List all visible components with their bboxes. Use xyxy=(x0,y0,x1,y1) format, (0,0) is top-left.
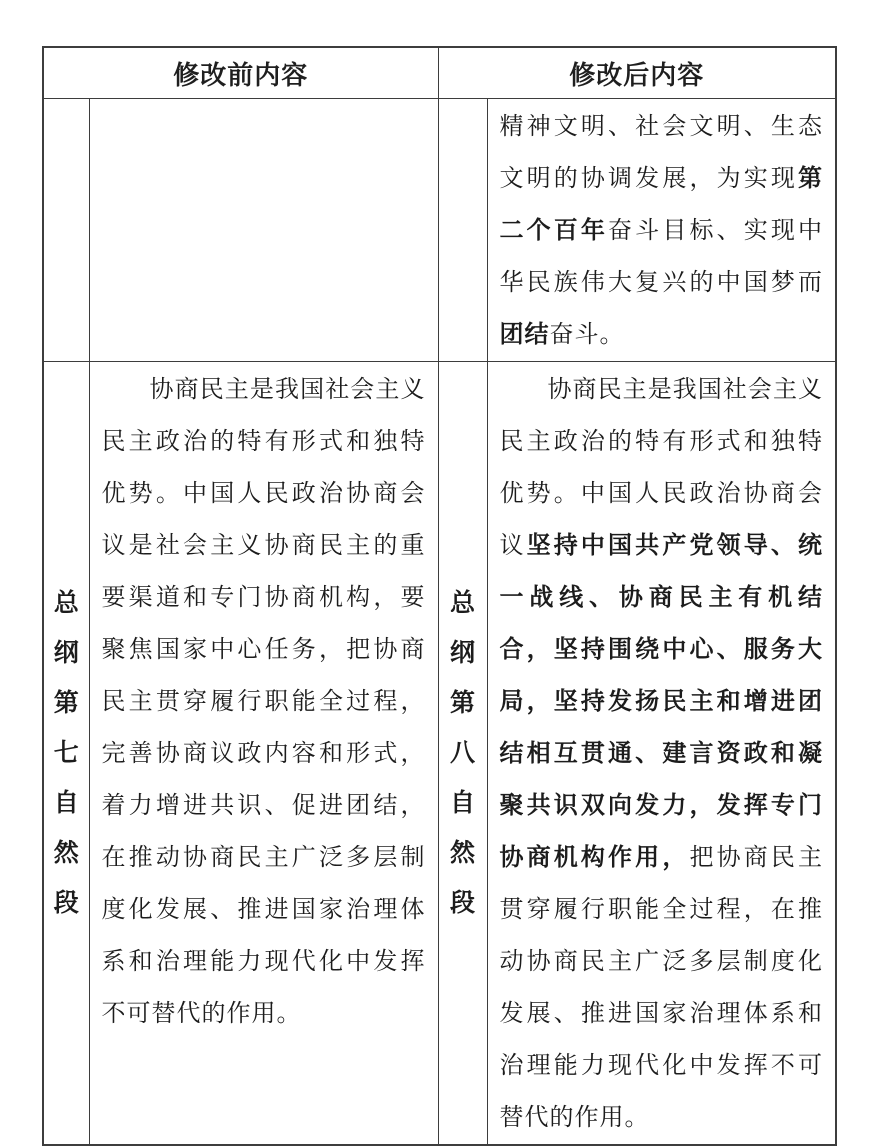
before-label-cell xyxy=(43,99,89,362)
before-section-label: 总 纲 第 七 自 然 段 xyxy=(53,589,79,917)
after-label-cell xyxy=(438,99,487,362)
before-label-cell xyxy=(43,362,89,1146)
after-paragraph: 精神文明、社会文明、生态文明的协调发展，为实现第二个百年奋斗目标、实现中华民族伟大复兴的中国梦而团结奋斗。 xyxy=(499,114,824,348)
before-section-label xyxy=(44,99,89,361)
before-paragraph: 协商民主是我国社会主义民主政治的特有形式和独特优势。中国人民政治协商会议是社会主义协商民主的重要渠道和专门协商机构，要聚焦国家中心任务，把协商民主贯穿履行职能全过程，完善协商议政内容和形式，着力增进共识、促进团结，在推动协商民主广泛多层制度化发展、推进国家治理体系和治理能力现代化中发挥不可替代的作用。 xyxy=(101,377,426,1027)
comparison-table xyxy=(42,46,837,1146)
after-content-cell xyxy=(487,362,836,1146)
after-paragraph: 协商民主是我国社会主义民主政治的特有形式和独特优势。中国人民政治协商会议坚持中国共产党领导、统一战线、协商民主有机结合，坚持围绕中心、服务大局，坚持发扬民主和增进团结相互贯通、建言资政和凝聚共识双向发力，发挥专门协商机构作用，把协商民主贯穿履行职能全过程，在推动协商民主广泛多层制度化发展、推进国家治理体系和治理能力现代化中发挥不可替代的作用。 xyxy=(499,377,824,1131)
before-content-cell xyxy=(89,362,438,1146)
header-row xyxy=(43,47,836,99)
header-before-content: 修改前内容 xyxy=(43,47,438,99)
after-section-label xyxy=(439,99,487,361)
header-after-content: 修改后内容 xyxy=(438,47,836,99)
table-row xyxy=(43,99,836,362)
after-label-cell xyxy=(438,362,487,1146)
after-section-label: 总 纲 第 八 自 然 段 xyxy=(449,589,475,917)
table-row xyxy=(43,362,836,1146)
after-content-cell xyxy=(487,99,836,362)
before-content-cell xyxy=(89,99,438,362)
